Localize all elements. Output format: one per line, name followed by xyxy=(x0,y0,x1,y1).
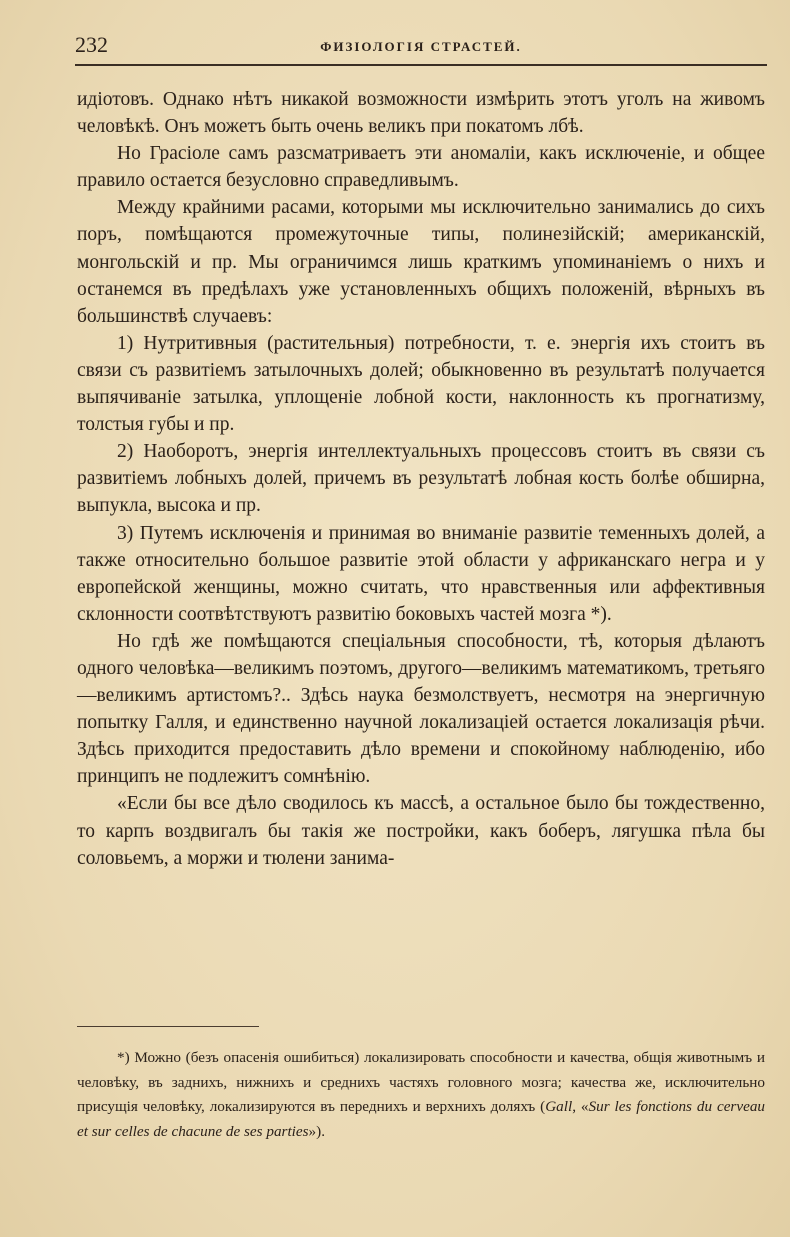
paragraph-graciolet: Но Грасіоле самъ разсматриваетъ эти аномаліи, какъ исключеніе, и общее правило остается безусловно справедливымъ. xyxy=(77,143,765,192)
footnote-source-author: Gall xyxy=(545,1098,573,1116)
list-item-2: 2) Наоборотъ, энергія интеллектуальныхъ процессовъ стоитъ въ связи съ развитіемъ лобныхъ долей, причемъ въ результатѣ лобная кость болѣе обширна, выпукла, высока и пр. xyxy=(77,441,765,517)
page-number: 232 xyxy=(75,32,108,57)
paragraph-quote: «Если бы все дѣло сводилось къ массѣ, а остальное было бы тождественно, то карпъ воздвигалъ бы такія же постройки, какъ боберъ, лягушка пѣла бы соловьемъ, а моржи и тюлени занима- xyxy=(77,793,765,869)
footnote-source-end: »). xyxy=(308,1122,325,1140)
paragraph-continued: идіотовъ. Однако нѣтъ никакой возможности измѣрить этотъ уголъ на живомъ человѣкѣ. Онъ можетъ быть очень великъ при покатомъ лбѣ. xyxy=(77,89,765,138)
running-title: ФИЗІОЛОГІЯ СТРАСТЕЙ. xyxy=(320,39,522,54)
footnote-divider xyxy=(77,1026,259,1027)
page-header xyxy=(75,30,767,66)
footnote-source-sep: , « xyxy=(572,1098,589,1116)
paragraph-special-abilities: Но гдѣ же помѣщаются спеціальныя способности, тѣ, которыя дѣлаютъ одного человѣка—великимъ поэтомъ, другого—великимъ математикомъ, третьяго—великимъ артистомъ?.. Здѣсь наука безмолствуетъ, несмотря на энергичную попытку Галля, и единственно научной локализаціей остается локализація рѣчи. Здѣсь приходится предоставить дѣло времени и спокойному наблюденію, ибо принципъ не подлежитъ сомнѣнію. xyxy=(77,630,765,788)
paragraph-races: Между крайними расами, которыми мы исключительно занимались до сихъ поръ, помѣщаются промежуточные типы, полинезійскій; американскій, монгольскій и пр. Мы ограничимся лишь краткимъ упоминаніемъ о нихъ и останемся въ предѣлахъ уже установленныхъ общихъ положеній, вѣрныхъ въ большинствѣ случаевъ: xyxy=(77,197,765,327)
footnote-text: *) Можно (безъ опасенія ошибиться) локализировать способности и качества, общія животнымъ и человѣку, въ заднихъ, нижнихъ и среднихъ частяхъ головного мозга; качества же, исключительно присущія человѣку, локализируются въ переднихъ и верхнихъ доляхъ ( xyxy=(77,1049,765,1116)
footnote-source-title: Sur les fonctions du cerveau et sur celles de chacune de ses parties xyxy=(77,1098,766,1140)
list-item-1: 1) Нутритивныя (растительныя) потребности, т. е. энергія ихъ стоитъ въ связи съ развитіемъ затылочныхъ долей; обыкновенно въ результатѣ получается выпячиваніе затылка, уплощеніе лобной кости, наклонность къ прогнатизму, толстыя губы и пр. xyxy=(77,332,765,436)
body-text xyxy=(77,86,765,872)
footnote xyxy=(77,1046,765,1144)
list-item-3: 3) Путемъ исключенія и принимая во вниманіе развитіе теменныхъ долей, а также относительно большое развитіе этой области у африканскаго негра и у европейской женщины, можно считать, что нравственныя или аффективныя склонности соотвѣтствуютъ развитію боковыхъ частей мозга *). xyxy=(77,522,765,625)
